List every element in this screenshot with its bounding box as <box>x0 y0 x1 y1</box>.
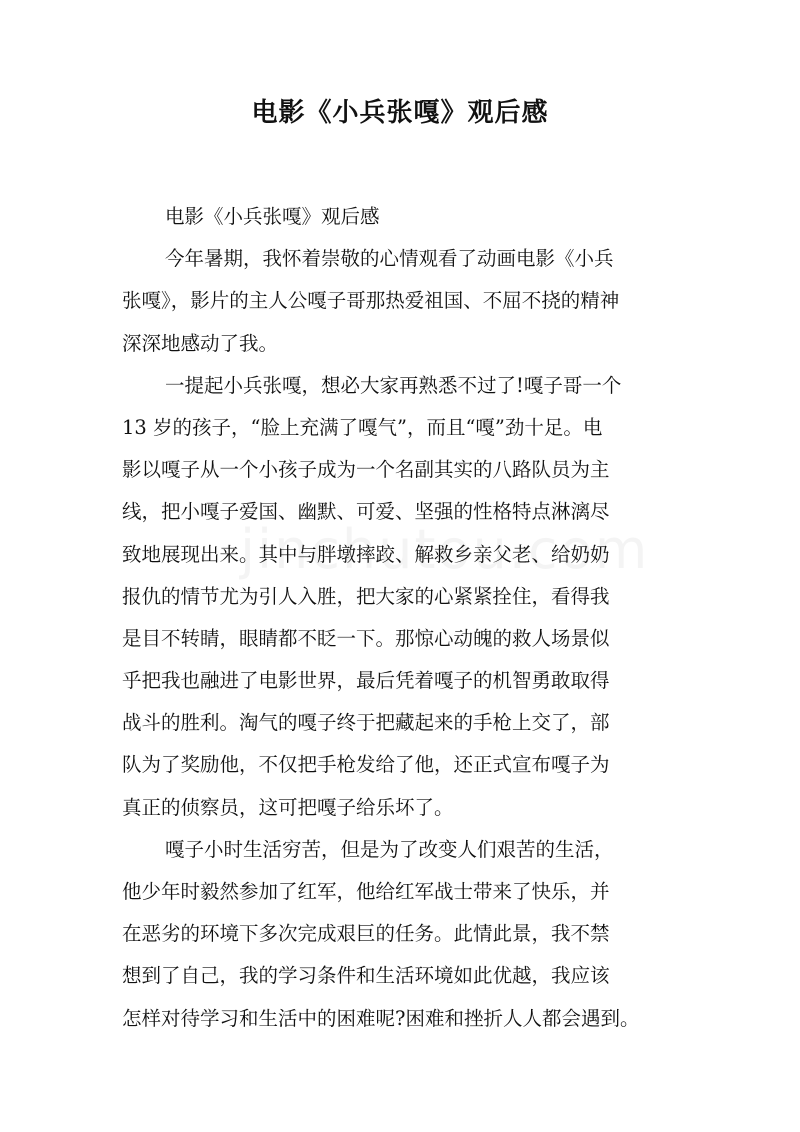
paragraph-line: 报仇的情节尤为引人入胜，把大家的心紧紧拴住，看得我 <box>122 584 610 608</box>
paragraph-line: 张嘎》，影片的主人公嘎子哥那热爱祖国、不屈不挠的精神 <box>122 289 620 313</box>
paragraph-line: 想到了自己，我的学习条件和生活环境如此优越，我应该 <box>122 964 610 988</box>
paragraph-line: 致地展现出来。其中与胖墩摔跤、解救乡亲父老、给奶奶 <box>122 542 610 566</box>
paragraph-line: 嘎子小时生活穷苦，但是为了改变人们艰苦的生活， <box>165 837 614 861</box>
paragraph-line: 线，把小嘎子爱国、幽默、可爱、坚强的性格特点淋漓尽 <box>122 500 610 524</box>
paragraph-line: 今年暑期，我怀着崇敬的心情观看了动画电影《小兵 <box>165 247 614 271</box>
paragraph-line: 深深地感动了我。 <box>122 331 279 355</box>
subtitle-line: 电影《小兵张嘎》观后感 <box>165 205 380 228</box>
document-body <box>122 196 688 1040</box>
paragraph-line: 影以嘎子从一个小孩子成为一个名副其实的八路队员为主 <box>122 458 610 482</box>
paragraph-line: 怎样对待学习和生活中的困难呢?困难和挫折人人都会遇到。 <box>122 1006 640 1030</box>
paragraph-line: 是目不转睛，眼睛都不眨一下。那惊心动魄的救人场景似 <box>122 626 610 650</box>
page-title: 电影《小兵张嘎》观后感 <box>251 98 549 128</box>
paragraph-line: 13 岁的孩子，“脸上充满了嘎气”，而且“嘎”劲十足。电 <box>122 415 603 439</box>
paragraph-line: 战斗的胜利。淘气的嘎子终于把藏起来的手枪上交了，部 <box>122 711 610 735</box>
paragraph-line: 他少年时毅然参加了红军，他给红军战士带来了快乐，并 <box>122 880 610 903</box>
paragraph-line: 队为了奖励他，不仅把手枪发给了他，还正式宣布嘎子为 <box>122 753 610 777</box>
paragraph-line: 乎把我也融进了电影世界，最后凭着嘎子的机智勇敢取得 <box>122 669 610 693</box>
paragraph-line: 一提起小兵张嘎，想必大家再熟悉不过了!嘎子哥一个 <box>165 373 622 397</box>
paragraph-line: 在恶劣的环境下多次完成艰巨的任务。此情此景，我不禁 <box>122 922 610 946</box>
paragraph-line: 真正的侦察员，这可把嘎子给乐坏了。 <box>122 795 454 819</box>
